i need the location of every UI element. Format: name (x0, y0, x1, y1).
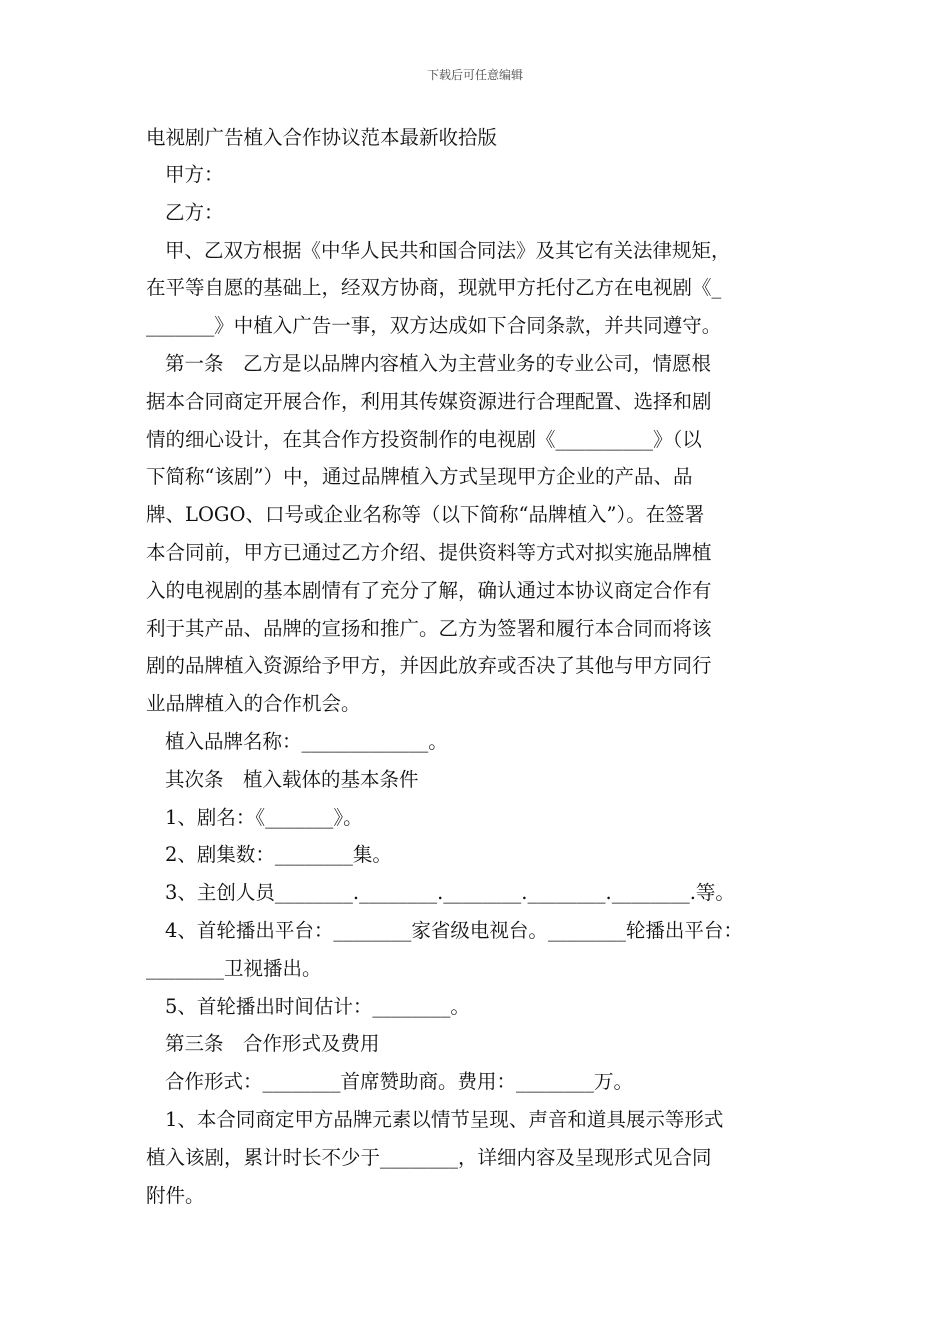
document-title: 电视剧广告植入合作协议范本最新收拾版 (146, 126, 498, 149)
text-line: 业品牌植入的合作机会。 (146, 692, 361, 716)
article-3-heading: 第三条 合作形式及费用 (165, 1032, 380, 1056)
cooperation-form-line: 合作形式：________首席赞助商。费用：________万。 (165, 1070, 634, 1094)
text-line: 4、首轮播出平台：________家省级电视台。________轮播出平台： (165, 918, 743, 942)
text-line: ________卫视播出。 (146, 956, 322, 980)
text-line: 在平等自愿的基础上，经双方协商，现就甲方托付乙方在电视剧《_ (146, 276, 722, 300)
text-line: 利于其产品、品牌的宣扬和推广。乙方为签署和履行本合同而将该 (146, 616, 712, 640)
article-2-item-5: 5、首轮播出时间估计：________。 (165, 994, 470, 1018)
brand-name-line: 植入品牌名称：_____________。 (165, 729, 448, 753)
text-line: 本合同前，甲方已通过乙方介绍、提供资料等方式对拟实施品牌植 (146, 540, 712, 564)
page-header-note: 下载后可任意编辑 (426, 68, 523, 82)
text-line: _______》中植入广告一事，双方达成如下合同条款，并共同遵守。 (146, 314, 722, 338)
article-2-item-4 (146, 912, 826, 988)
text-line: 第一条 乙方是以品牌内容植入为主营业务的专业公司，情愿根 (165, 351, 712, 375)
text-line: 牌、LOGO、口号或企业名称等（以下简称“品牌植入”）。在签署 (146, 503, 705, 527)
article-2-item: 1、剧名：《_______》。 (165, 805, 363, 829)
document-body (146, 120, 826, 1214)
article-1-paragraph (146, 345, 826, 723)
text-line: 据本合同商定开展合作，利用其传媒资源进行合理配置、选择和剧 (146, 389, 712, 413)
text-line: 入的电视剧的基本剧情有了充分了解，确认通过本协议商定合作有 (146, 578, 712, 602)
party-b-line: 乙方： (165, 200, 224, 224)
party-a-line: 甲方： (165, 163, 224, 186)
text-line: 情的细心设计，在其合作方投资制作的电视剧《__________》（以 (146, 427, 702, 451)
preamble-paragraph (146, 232, 826, 345)
text-line: 植入该剧，累计时长不少于________，详细内容及呈现形式见合同 (146, 1145, 712, 1169)
text-line: 剧的品牌植入资源给予甲方，并因此放弃或否决了其他与甲方同行 (146, 654, 712, 678)
text-line: 附件。 (146, 1183, 205, 1207)
article-2-item: 3、主创人员________.________.________.________.________.等。 (165, 881, 735, 905)
text-line: 甲、乙双方根据《中华人民共和国合同法》及其它有关法律规矩， (165, 238, 731, 262)
text-line: 1、本合同商定甲方品牌元素以情节呈现、声音和道具展示等形式 (165, 1107, 724, 1131)
article-2-item: 2、剧集数：________集。 (165, 843, 392, 867)
text-line: 下简称“该剧”）中，通过品牌植入方式呈现甲方企业的产品、品 (146, 465, 693, 489)
article-3-item-1 (146, 1101, 826, 1214)
article-2-heading: 其次条 植入载体的基本条件 (165, 767, 419, 791)
